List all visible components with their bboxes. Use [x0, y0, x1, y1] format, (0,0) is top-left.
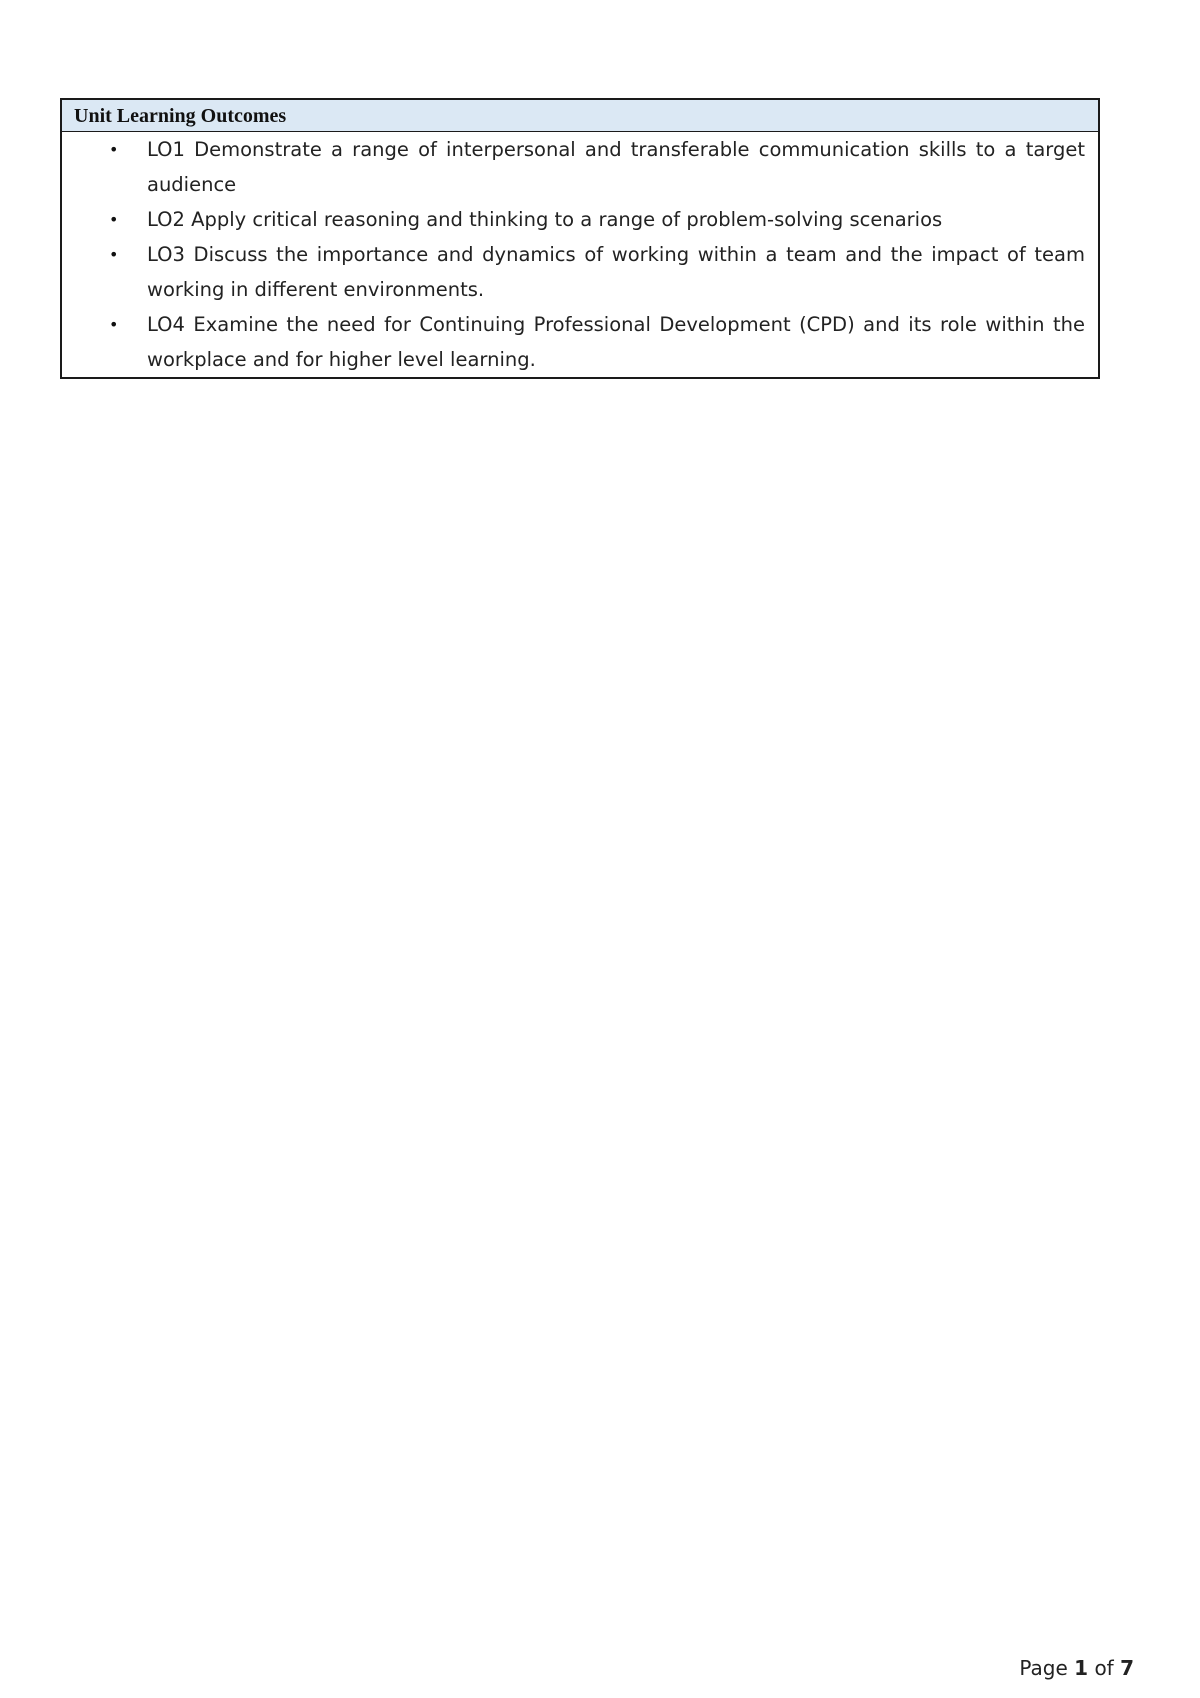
- outcome-text: LO3 Discuss the importance and dynamics of working within a team and the impact of team working in different environments.: [147, 243, 1085, 301]
- outcome-text: LO1 Demonstrate a range of interpersonal and transferable communication skills to a target audience: [147, 138, 1085, 196]
- list-item: [62, 202, 1085, 237]
- outcome-text: LO2 Apply critical reasoning and thinking to a range of problem-solving scenarios: [147, 208, 943, 231]
- total-pages-number: 7: [1120, 1656, 1134, 1680]
- list-item: [62, 132, 1085, 202]
- bullet-icon: •: [109, 315, 119, 334]
- page-number-footer: [1019, 1655, 1134, 1681]
- bullet-icon: •: [109, 210, 119, 229]
- list-item: [62, 237, 1085, 307]
- of-label: of: [1094, 1656, 1114, 1680]
- list-item: [62, 307, 1085, 377]
- page-label: Page: [1019, 1656, 1068, 1680]
- table-header: Unit Learning Outcomes: [62, 100, 1098, 132]
- bullet-icon: •: [109, 245, 119, 264]
- bullet-icon: •: [109, 140, 119, 159]
- outcome-text: LO4 Examine the need for Continuing Professional Development (CPD) and its role within the workplace and for higher level learning.: [147, 313, 1085, 371]
- current-page-number: 1: [1074, 1656, 1089, 1680]
- learning-outcomes-table: [60, 98, 1100, 379]
- outcomes-list: [62, 132, 1098, 377]
